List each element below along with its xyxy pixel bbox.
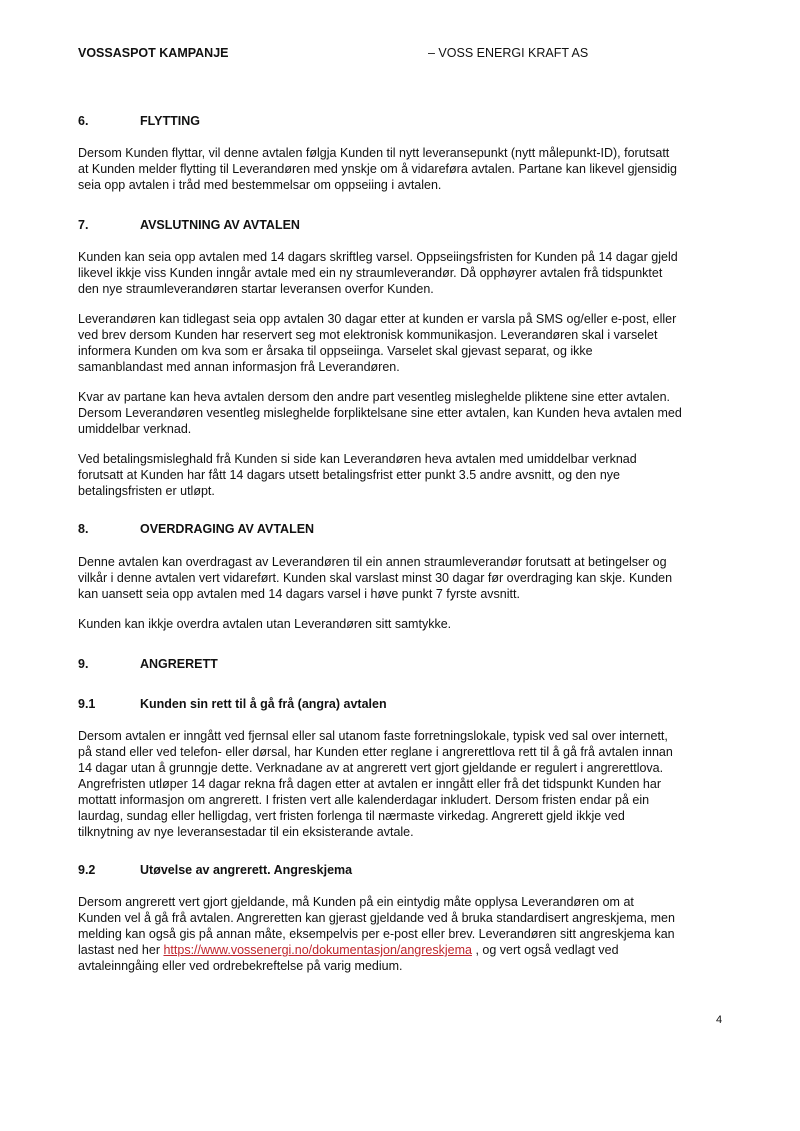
- section-7-paragraph-2: Leverandøren kan tidlegast seia opp avtalen 30 dagar etter at kunden er varsla på SMS og/eller e-post, eller ved brev dersom Kunden har reservert seg mot elektronisk kommunikasjon. Leverandøren skal i varselet informera Kunden om kva som er årsaka til oppseiinga. Varselet skal gjevast separat, og ikke samanblandast med annan informasjon frå Leverandøren.: [78, 312, 677, 374]
- document-header-company: – VOSS ENERGI KRAFT AS: [428, 46, 589, 60]
- section-7-paragraph-3: Kvar av partane kan heva avtalen dersom den andre part vesentleg misleghelde pliktene sine etter avtalen. Dersom Leverandøren vesentleg misleghelde forpliktelsane sine etter avtalen, kan Kunden heva avtalen med umiddelbar verknad.: [78, 390, 682, 436]
- section-8-paragraph-1: Denne avtalen kan overdragast av Leverandøren til ein annen straumleverandør forutsatt at betingelser og vilkår i denne avtalen vert vidareført. Kunden skal varslast minst 30 dagar før overdraging kan skje. Kunden kan uansett seia opp avtalen med 14 dagars varsel i høve punkt 7 fyrste avsnitt.: [78, 555, 673, 601]
- section-9-heading: [78, 657, 218, 671]
- section-title: AVSLUTNING AV AVTALEN: [140, 218, 300, 232]
- section-9-2-paragraph: [78, 894, 728, 974]
- section-6-heading: [78, 114, 200, 128]
- section-9-2-heading: [78, 863, 352, 877]
- section-number: 6.: [78, 114, 89, 128]
- page-number: 4: [716, 1014, 723, 1026]
- section-number: 7.: [78, 218, 89, 232]
- section-9-1-paragraph: Dersom avtalen er inngått ved fjernsal eller sal utanom faste forretningslokale, typisk ved sal over internett, på stand eller ved telefon- eller dørsal, har Kunden etter reglane i angrerettlova rett til å gå frå avtalen innan 14 dagar utan å grunngje dette. Verknadane av at angrerett vert gjort gjeldande er regulert i angrerettlova. Angrefristen utløper 14 dagar rekna frå dagen etter at avtalen er inngått eller frå det tidspunkt Kunden har mottatt informasjon om angrerett. I fristen vert alle kalenderdagar inkludert. Dersom fristen endar på ein laurdag, sundag eller helligdag, vert fristen forlenga til nærmaste virkedag. Angrerett gjeld ikkje ved tilknytning av nye leveransestadar til ein eksisterande avtale.: [78, 729, 673, 839]
- section-7-heading: [78, 218, 300, 232]
- section-title: OVERDRAGING AV AVTALEN: [140, 522, 315, 536]
- section-title: Utøvelse av angrerett. Angreskjema: [140, 863, 353, 877]
- paragraph-text: Dersom angrerett vert gjort gjeldande, må Kunden på ein eintydig måte opplysa Leverandøren om at Kunden vel å gå frå avtalen. Angreretten kan gjerast gjeldande ved å bruka standardisert angreskjema, men melding kan også gis på annan måte, eksempelvis per e-post eller brev. Leverandøren sitt angreskjema kan lastast ned her: [78, 895, 675, 957]
- angreskjema-link[interactable]: https://www.vossenergi.no/dokumentasjon/angreskjema: [163, 943, 472, 957]
- section-7-paragraph-1: Kunden kan seia opp avtalen med 14 dagars skriftleg varsel. Oppseiingsfristen for Kunden på 14 dagar gjeld likevel ikkje viss Kunden inngår avtale med ein ny straumleverandør. Då opphøyrer avtalen frå tidspunktet den nye straumleverandøren startar leveransen overfor Kunden.: [78, 250, 678, 296]
- section-number: 9.2: [78, 863, 96, 877]
- section-7-paragraph-4: Ved betalingsmisleghald frå Kunden si side kan Leverandøren heva avtalen med umiddelbar verknad forutsatt at Kunden har fått 14 dagars utsett betalingsfrist etter punkt 3.5 andre avsnitt, og den nye betalingsfristen er utløpt.: [78, 452, 637, 498]
- section-title: Kunden sin rett til å gå frå (angra) avtalen: [140, 697, 387, 711]
- section-number: 8.: [78, 522, 89, 536]
- document-header-title: VOSSASPOT KAMPANJE: [78, 46, 229, 60]
- section-title: FLYTTING: [140, 114, 200, 128]
- section-number: 9.: [78, 657, 89, 671]
- section-8-heading: [78, 522, 314, 536]
- section-8-paragraph-2: Kunden kan ikkje overdra avtalen utan Leverandøren sitt samtykke.: [78, 617, 452, 631]
- paragraph-text: , og vert også vedlagt ved avtaleinngåing eller ved ordrebekreftelse på varig medium.: [78, 943, 619, 973]
- section-9-1-heading: [78, 697, 387, 711]
- section-title: ANGRERETT: [140, 657, 218, 671]
- section-6-paragraph: Dersom Kunden flyttar, vil denne avtalen følgja Kunden til nytt leveransepunkt (nytt målepunkt-ID), forutsatt at Kunden melder flytting til Leverandøren med ynskje om å vidareføra avtalen. Partane kan likevel gjensidig seia opp avtalen i tråd med bestemmelsar om oppseiing i avtalen.: [78, 146, 677, 192]
- section-number: 9.1: [78, 697, 96, 711]
